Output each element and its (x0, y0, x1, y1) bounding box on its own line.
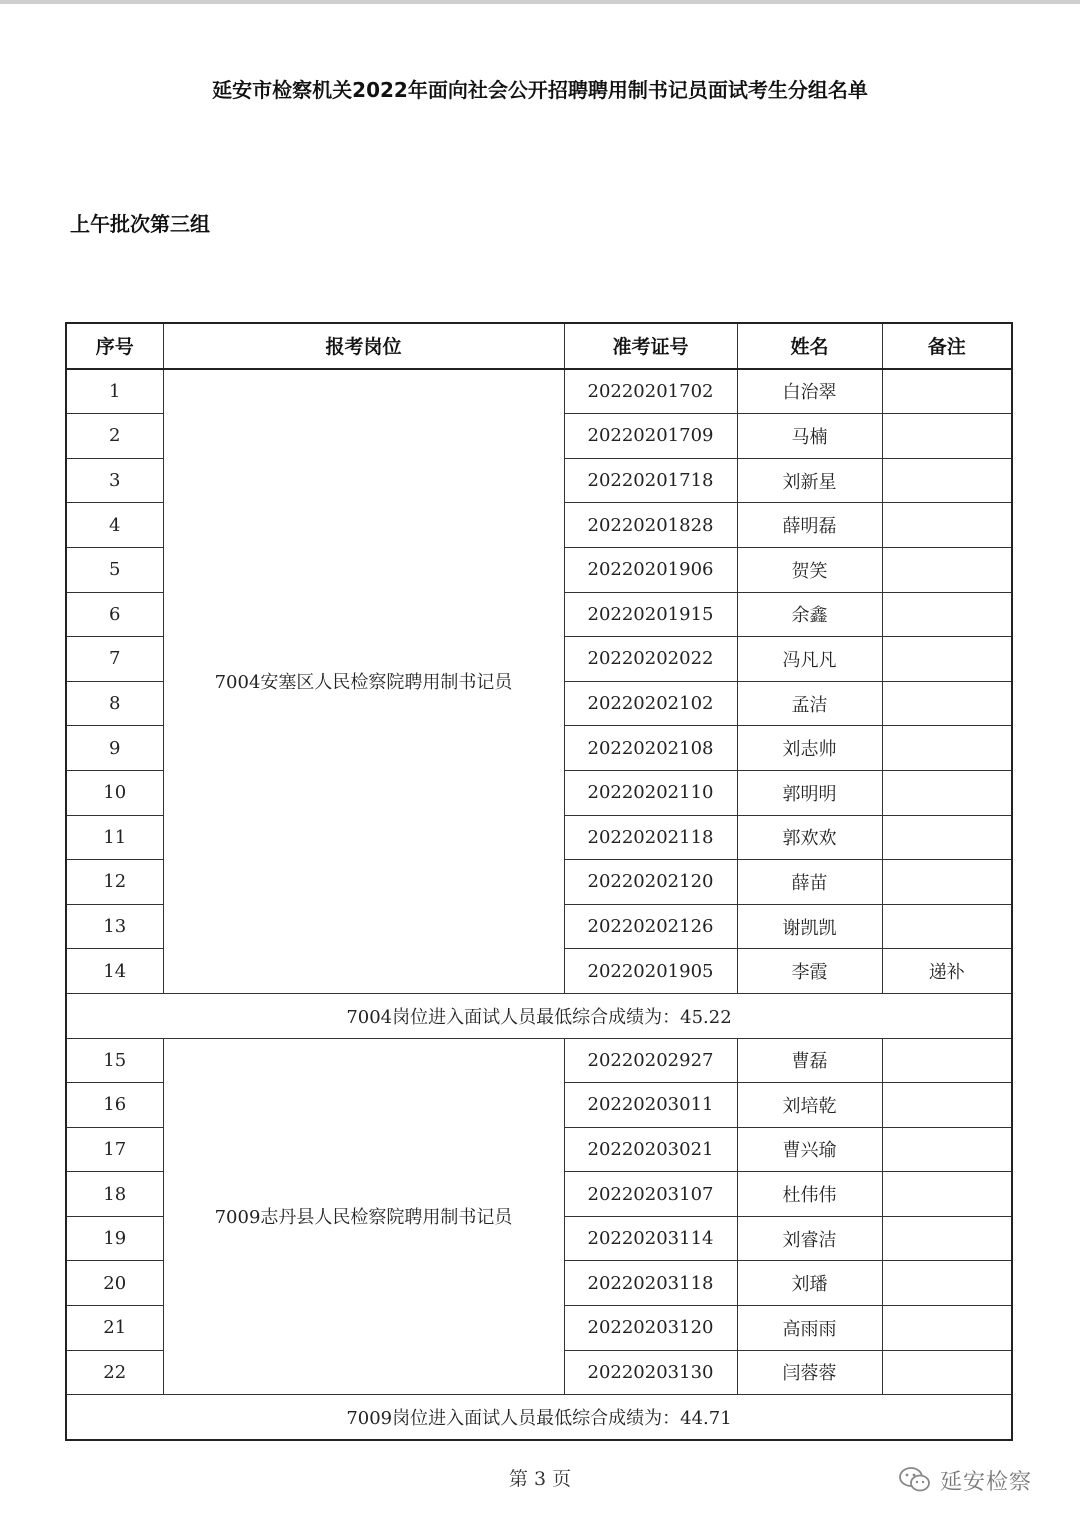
document-title: 延安市检察机关2022年面向社会公开招聘聘用制书记员面试考生分组名单 (212, 78, 868, 102)
exam-id-cell: 20220201905 (564, 949, 737, 994)
name-cell: 薛明磊 (737, 503, 882, 548)
note-cell (882, 1038, 1012, 1083)
seq-cell: 6 (66, 592, 163, 637)
name-cell: 刘培乾 (737, 1083, 882, 1128)
note-cell (882, 1350, 1012, 1395)
seq-cell: 4 (66, 503, 163, 548)
seq-cell: 2 (66, 414, 163, 459)
exam-id-cell: 20220202102 (564, 681, 737, 726)
exam-id-cell: 20220202118 (564, 815, 737, 860)
table-row (66, 369, 1012, 414)
header-note: 备注 (882, 323, 1012, 369)
name-cell: 薛苗 (737, 860, 882, 905)
seq-cell: 3 (66, 458, 163, 503)
exam-id-cell: 20220201702 (564, 369, 737, 414)
min-score-summary: 7009岗位进入面试人员最低综合成绩为：44.71 (66, 1395, 1012, 1440)
note-cell (882, 904, 1012, 949)
seq-cell: 5 (66, 547, 163, 592)
seq-cell: 19 (66, 1216, 163, 1261)
header-exam-id: 准考证号 (564, 323, 737, 369)
name-cell: 白治翠 (737, 369, 882, 414)
seq-cell: 16 (66, 1083, 163, 1128)
exam-id-cell: 20220202120 (564, 860, 737, 905)
note-cell (882, 592, 1012, 637)
note-cell (882, 547, 1012, 592)
exam-id-cell: 20220203011 (564, 1083, 737, 1128)
seq-cell: 12 (66, 860, 163, 905)
name-cell: 闫蓉蓉 (737, 1350, 882, 1395)
note-cell (882, 1127, 1012, 1172)
name-cell: 郭欢欢 (737, 815, 882, 860)
name-cell: 曹兴瑜 (737, 1127, 882, 1172)
name-cell: 冯凡凡 (737, 637, 882, 682)
post-cell: 7009志丹县人民检察院聘用制书记员 (163, 1038, 564, 1395)
seq-cell: 17 (66, 1127, 163, 1172)
note-cell (882, 414, 1012, 459)
summary-row (66, 1395, 1012, 1440)
note-cell (882, 860, 1012, 905)
name-cell: 贺笑 (737, 547, 882, 592)
table-header-row (66, 323, 1012, 369)
seq-cell: 14 (66, 949, 163, 994)
seq-cell: 18 (66, 1172, 163, 1217)
name-cell: 刘新星 (737, 458, 882, 503)
post-cell: 7004安塞区人民检察院聘用制书记员 (163, 369, 564, 994)
note-cell (882, 681, 1012, 726)
seq-cell: 10 (66, 770, 163, 815)
exam-id-cell: 20220203130 (564, 1350, 737, 1395)
note-cell (882, 770, 1012, 815)
seq-cell: 20 (66, 1261, 163, 1306)
exam-id-cell: 20220203021 (564, 1127, 737, 1172)
name-cell: 李霞 (737, 949, 882, 994)
exam-id-cell: 20220203107 (564, 1172, 737, 1217)
note-cell (882, 1083, 1012, 1128)
exam-id-cell: 20220202108 (564, 726, 737, 771)
name-cell: 孟洁 (737, 681, 882, 726)
exam-id-cell: 20220201709 (564, 414, 737, 459)
exam-id-cell: 20220203118 (564, 1261, 737, 1306)
note-cell (882, 815, 1012, 860)
note-cell (882, 1306, 1012, 1351)
table-body (66, 369, 1012, 1440)
top-edge-bar (0, 0, 1080, 4)
page-number: 第 3 页 (508, 1468, 572, 1490)
name-cell: 刘睿洁 (737, 1216, 882, 1261)
watermark-text: 延安检察 (940, 1469, 1033, 1495)
header-seq: 序号 (66, 323, 163, 369)
group-title: 上午批次第三组 (70, 212, 210, 236)
exam-id-cell: 20220201718 (564, 458, 737, 503)
exam-id-cell: 20220202022 (564, 637, 737, 682)
note-cell (882, 1261, 1012, 1306)
name-cell: 杜伟伟 (737, 1172, 882, 1217)
note-cell (882, 369, 1012, 414)
note-cell (882, 1172, 1012, 1217)
seq-cell: 7 (66, 637, 163, 682)
exam-id-cell: 20220203114 (564, 1216, 737, 1261)
name-cell: 刘志帅 (737, 726, 882, 771)
name-cell: 刘璠 (737, 1261, 882, 1306)
exam-id-cell: 20220202126 (564, 904, 737, 949)
note-cell (882, 726, 1012, 771)
name-cell: 曹磊 (737, 1038, 882, 1083)
min-score-summary: 7004岗位进入面试人员最低综合成绩为：45.22 (66, 993, 1012, 1038)
name-cell: 余鑫 (737, 592, 882, 637)
summary-row (66, 993, 1012, 1038)
seq-cell: 11 (66, 815, 163, 860)
exam-id-cell: 20220202927 (564, 1038, 737, 1083)
name-cell: 郭明明 (737, 770, 882, 815)
exam-id-cell: 20220201906 (564, 547, 737, 592)
seq-cell: 22 (66, 1350, 163, 1395)
note-cell (882, 637, 1012, 682)
wechat-icon (898, 1465, 932, 1495)
header-post: 报考岗位 (163, 323, 564, 369)
candidate-table (65, 322, 1013, 1441)
seq-cell: 9 (66, 726, 163, 771)
header-name: 姓名 (737, 323, 882, 369)
exam-id-cell: 20220203120 (564, 1306, 737, 1351)
note-cell (882, 1216, 1012, 1261)
seq-cell: 1 (66, 369, 163, 414)
name-cell: 马楠 (737, 414, 882, 459)
exam-id-cell: 20220201915 (564, 592, 737, 637)
note-cell: 递补 (882, 949, 1012, 994)
exam-id-cell: 20220202110 (564, 770, 737, 815)
exam-id-cell: 20220201828 (564, 503, 737, 548)
name-cell: 高雨雨 (737, 1306, 882, 1351)
note-cell (882, 503, 1012, 548)
seq-cell: 13 (66, 904, 163, 949)
seq-cell: 21 (66, 1306, 163, 1351)
seq-cell: 15 (66, 1038, 163, 1083)
name-cell: 谢凯凯 (737, 904, 882, 949)
watermark (898, 1462, 1032, 1498)
table-row (66, 1038, 1012, 1083)
seq-cell: 8 (66, 681, 163, 726)
note-cell (882, 458, 1012, 503)
